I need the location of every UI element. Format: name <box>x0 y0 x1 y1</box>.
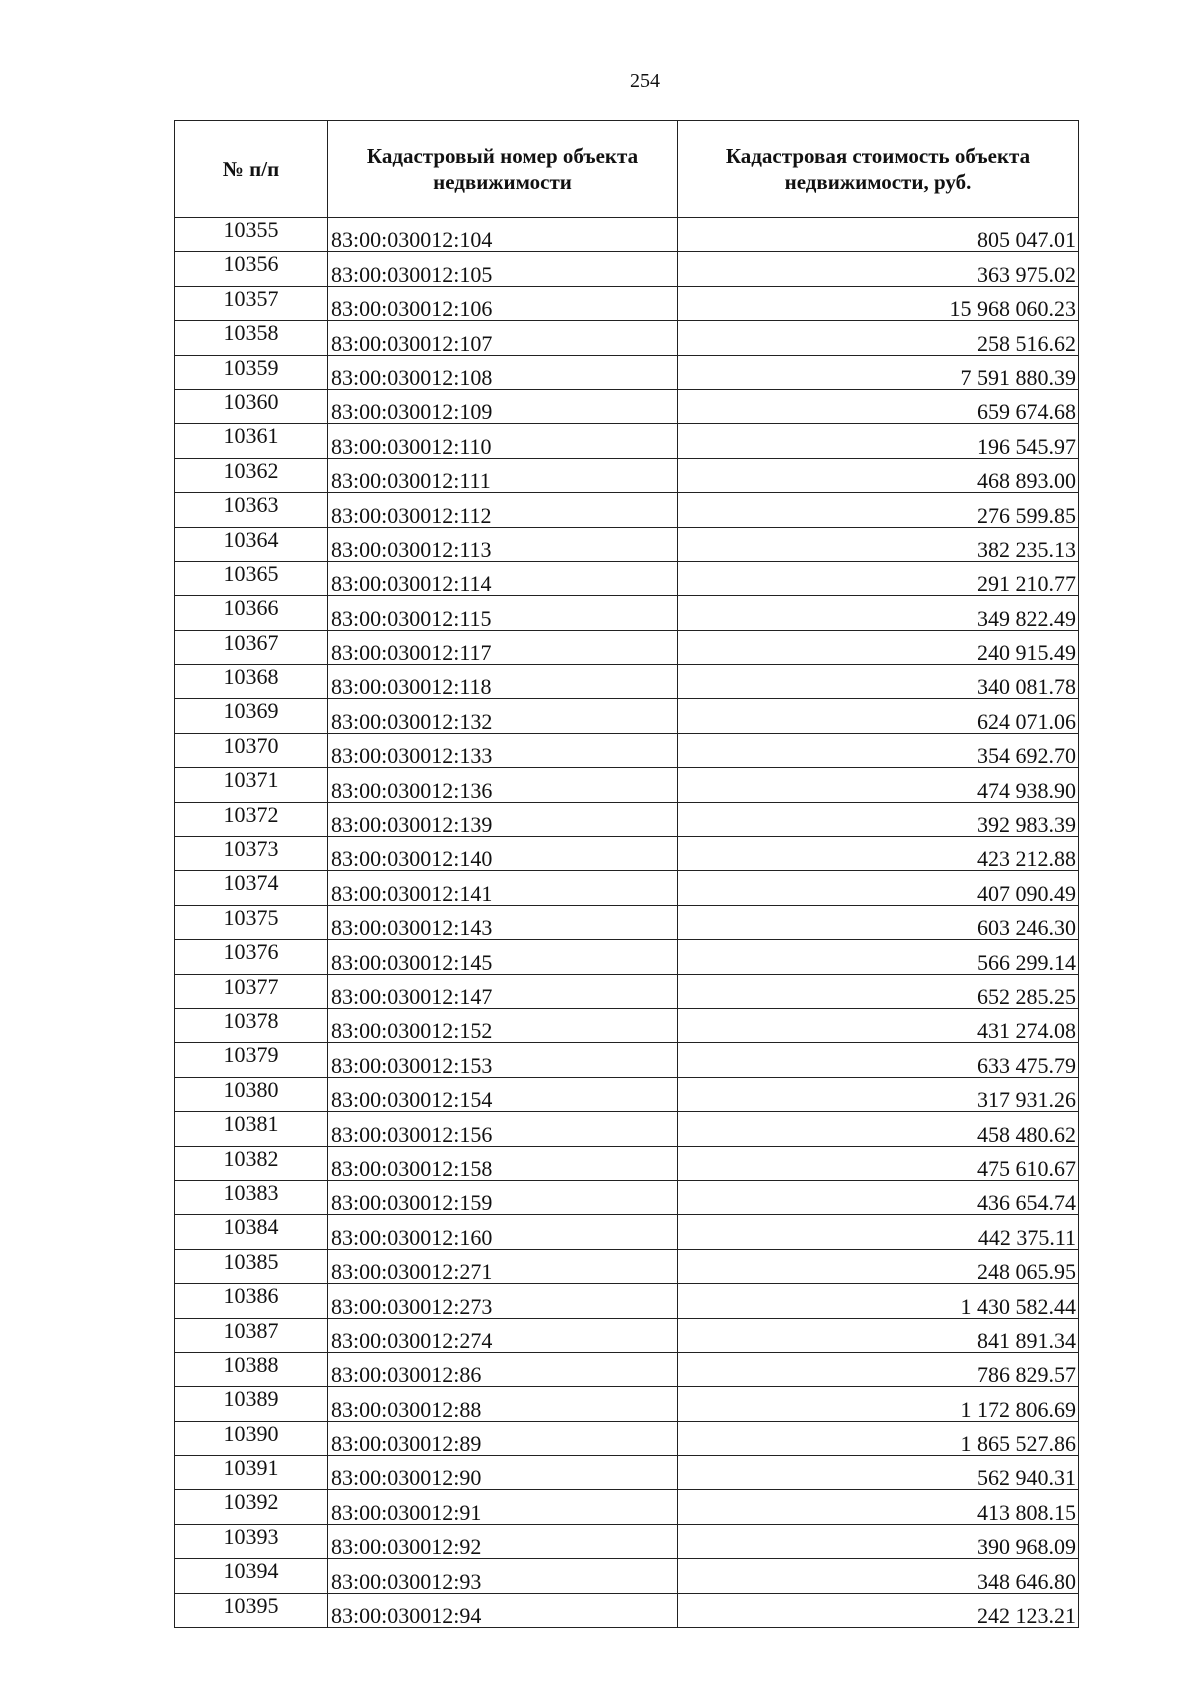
cadastral-value-cell: 354 692.70 <box>678 733 1079 767</box>
table-row <box>175 218 1079 252</box>
cadastral-value-cell: 7 591 880.39 <box>678 355 1079 389</box>
row-number-cell: 10374 <box>175 871 328 905</box>
cadastral-number-cell: 83:00:030012:273 <box>328 1284 678 1318</box>
cadastral-value-cell: 423 212.88 <box>678 837 1079 871</box>
cadastral-number-cell: 83:00:030012:147 <box>328 974 678 1008</box>
row-number-cell: 10367 <box>175 630 328 664</box>
cadastral-value-cell: 633 475.79 <box>678 1043 1079 1077</box>
cadastral-value-cell: 242 123.21 <box>678 1593 1079 1627</box>
cadastral-number-cell: 83:00:030012:112 <box>328 493 678 527</box>
row-number-cell: 10380 <box>175 1077 328 1111</box>
table-row <box>175 1043 1079 1077</box>
row-number-cell: 10391 <box>175 1456 328 1490</box>
cadastral-number-cell: 83:00:030012:143 <box>328 905 678 939</box>
cadastral-value-cell: 363 975.02 <box>678 252 1079 286</box>
cadastral-value-cell: 291 210.77 <box>678 561 1079 595</box>
cadastral-number-cell: 83:00:030012:158 <box>328 1146 678 1180</box>
row-number-cell: 10392 <box>175 1490 328 1524</box>
cadastral-value-cell: 1 430 582.44 <box>678 1284 1079 1318</box>
cadastral-number-cell: 83:00:030012:88 <box>328 1387 678 1421</box>
cadastral-value-cell: 317 931.26 <box>678 1077 1079 1111</box>
cadastral-value-cell: 248 065.95 <box>678 1249 1079 1283</box>
cadastral-value-cell: 276 599.85 <box>678 493 1079 527</box>
row-number-cell: 10361 <box>175 424 328 458</box>
cadastral-number-cell: 83:00:030012:152 <box>328 1008 678 1042</box>
cadastral-number-cell: 83:00:030012:154 <box>328 1077 678 1111</box>
row-number-cell: 10363 <box>175 493 328 527</box>
cadastral-number-cell: 83:00:030012:160 <box>328 1215 678 1249</box>
row-number-cell: 10389 <box>175 1387 328 1421</box>
table-row <box>175 389 1079 423</box>
cadastral-number-cell: 83:00:030012:90 <box>328 1456 678 1490</box>
cadastral-value-cell: 841 891.34 <box>678 1318 1079 1352</box>
row-number-cell: 10356 <box>175 252 328 286</box>
row-number-cell: 10385 <box>175 1249 328 1283</box>
table-row <box>175 1112 1079 1146</box>
table-row <box>175 1559 1079 1593</box>
table-row <box>175 1593 1079 1627</box>
cadastral-value-cell: 805 047.01 <box>678 218 1079 252</box>
table-row <box>175 1524 1079 1558</box>
row-number-cell: 10383 <box>175 1180 328 1214</box>
row-number-cell: 10382 <box>175 1146 328 1180</box>
table-row <box>175 905 1079 939</box>
cadastral-value-cell: 1 865 527.86 <box>678 1421 1079 1455</box>
row-number-cell: 10390 <box>175 1421 328 1455</box>
row-number-cell: 10378 <box>175 1008 328 1042</box>
table-row <box>175 940 1079 974</box>
cadastral-number-cell: 83:00:030012:110 <box>328 424 678 458</box>
table-row <box>175 699 1079 733</box>
cadastral-number-cell: 83:00:030012:113 <box>328 527 678 561</box>
table-row <box>175 1249 1079 1283</box>
table-row <box>175 424 1079 458</box>
cadastral-number-cell: 83:00:030012:115 <box>328 596 678 630</box>
row-number-cell: 10387 <box>175 1318 328 1352</box>
table-row <box>175 561 1079 595</box>
table-row <box>175 733 1079 767</box>
row-number-cell: 10372 <box>175 802 328 836</box>
table-row <box>175 596 1079 630</box>
table-header <box>175 121 1079 218</box>
cadastral-number-cell: 83:00:030012:92 <box>328 1524 678 1558</box>
row-number-cell: 10384 <box>175 1215 328 1249</box>
row-number-cell: 10364 <box>175 527 328 561</box>
table-row <box>175 1456 1079 1490</box>
row-number-cell: 10360 <box>175 389 328 423</box>
cadastral-value-cell: 413 808.15 <box>678 1490 1079 1524</box>
row-number-cell: 10394 <box>175 1559 328 1593</box>
cadastral-number-cell: 83:00:030012:156 <box>328 1112 678 1146</box>
header-cadastral-number: Кадастровый номер объекта недвижимости <box>328 121 678 218</box>
table-row <box>175 1352 1079 1386</box>
cadastral-number-cell: 83:00:030012:111 <box>328 458 678 492</box>
row-number-cell: 10376 <box>175 940 328 974</box>
cadastral-number-cell: 83:00:030012:139 <box>328 802 678 836</box>
cadastral-value-cell: 431 274.08 <box>678 1008 1079 1042</box>
cadastral-value-cell: 349 822.49 <box>678 596 1079 630</box>
table-row <box>175 665 1079 699</box>
row-number-cell: 10359 <box>175 355 328 389</box>
table-row <box>175 1180 1079 1214</box>
cadastral-value-cell: 624 071.06 <box>678 699 1079 733</box>
cadastral-value-cell: 340 081.78 <box>678 665 1079 699</box>
cadastral-number-cell: 83:00:030012:159 <box>328 1180 678 1214</box>
table-row <box>175 768 1079 802</box>
row-number-cell: 10357 <box>175 286 328 320</box>
cadastral-number-cell: 83:00:030012:108 <box>328 355 678 389</box>
cadastral-value-cell: 562 940.31 <box>678 1456 1079 1490</box>
row-number-cell: 10381 <box>175 1112 328 1146</box>
table-row <box>175 802 1079 836</box>
table-row <box>175 1284 1079 1318</box>
row-number-cell: 10355 <box>175 218 328 252</box>
cadastral-value-cell: 196 545.97 <box>678 424 1079 458</box>
table-row <box>175 1077 1079 1111</box>
table-row <box>175 1215 1079 1249</box>
cadastral-value-cell: 786 829.57 <box>678 1352 1079 1386</box>
cadastral-number-cell: 83:00:030012:94 <box>328 1593 678 1627</box>
cadastral-number-cell: 83:00:030012:86 <box>328 1352 678 1386</box>
table-row <box>175 871 1079 905</box>
cadastral-number-cell: 83:00:030012:140 <box>328 837 678 871</box>
table-row <box>175 630 1079 664</box>
cadastral-value-cell: 652 285.25 <box>678 974 1079 1008</box>
row-number-cell: 10369 <box>175 699 328 733</box>
cadastral-value-cell: 474 938.90 <box>678 768 1079 802</box>
table-row <box>175 252 1079 286</box>
cadastral-value-cell: 392 983.39 <box>678 802 1079 836</box>
table-row <box>175 458 1079 492</box>
table-row <box>175 1387 1079 1421</box>
cadastral-number-cell: 83:00:030012:133 <box>328 733 678 767</box>
cadastral-number-cell: 83:00:030012:106 <box>328 286 678 320</box>
cadastral-number-cell: 83:00:030012:136 <box>328 768 678 802</box>
header-cadastral-value: Кадастровая стоимость объекта недвижимости, руб. <box>678 121 1079 218</box>
row-number-cell: 10370 <box>175 733 328 767</box>
table-row <box>175 1146 1079 1180</box>
cadastral-value-cell: 442 375.11 <box>678 1215 1079 1249</box>
cadastral-number-cell: 83:00:030012:153 <box>328 1043 678 1077</box>
row-number-cell: 10365 <box>175 561 328 595</box>
table-row <box>175 1421 1079 1455</box>
cadastral-number-cell: 83:00:030012:132 <box>328 699 678 733</box>
row-number-cell: 10395 <box>175 1593 328 1627</box>
row-number-cell: 10366 <box>175 596 328 630</box>
cadastral-number-cell: 83:00:030012:91 <box>328 1490 678 1524</box>
cadastral-value-cell: 258 516.62 <box>678 321 1079 355</box>
row-number-cell: 10368 <box>175 665 328 699</box>
cadastral-value-table <box>174 120 1079 1628</box>
cadastral-number-cell: 83:00:030012:104 <box>328 218 678 252</box>
cadastral-number-cell: 83:00:030012:145 <box>328 940 678 974</box>
cadastral-value-cell: 382 235.13 <box>678 527 1079 561</box>
cadastral-value-cell: 390 968.09 <box>678 1524 1079 1558</box>
cadastral-number-cell: 83:00:030012:118 <box>328 665 678 699</box>
row-number-cell: 10379 <box>175 1043 328 1077</box>
table-row <box>175 355 1079 389</box>
cadastral-value-cell: 407 090.49 <box>678 871 1079 905</box>
cadastral-value-cell: 348 646.80 <box>678 1559 1079 1593</box>
row-number-cell: 10373 <box>175 837 328 871</box>
row-number-cell: 10371 <box>175 768 328 802</box>
table-row <box>175 527 1079 561</box>
table-row <box>175 1318 1079 1352</box>
table-row <box>175 1490 1079 1524</box>
cadastral-number-cell: 83:00:030012:114 <box>328 561 678 595</box>
header-row-number: № п/п <box>175 121 328 218</box>
table-body <box>175 218 1079 1628</box>
cadastral-value-cell: 603 246.30 <box>678 905 1079 939</box>
cadastral-value-cell: 1 172 806.69 <box>678 1387 1079 1421</box>
row-number-cell: 10388 <box>175 1352 328 1386</box>
cadastral-number-cell: 83:00:030012:141 <box>328 871 678 905</box>
page-number: 254 <box>630 70 660 92</box>
table-row <box>175 974 1079 1008</box>
cadastral-number-cell: 83:00:030012:89 <box>328 1421 678 1455</box>
cadastral-value-cell: 659 674.68 <box>678 389 1079 423</box>
table-row <box>175 286 1079 320</box>
row-number-cell: 10386 <box>175 1284 328 1318</box>
table-row <box>175 837 1079 871</box>
cadastral-value-cell: 15 968 060.23 <box>678 286 1079 320</box>
header-row <box>175 121 1079 218</box>
cadastral-number-cell: 83:00:030012:107 <box>328 321 678 355</box>
cadastral-value-cell: 468 893.00 <box>678 458 1079 492</box>
cadastral-number-cell: 83:00:030012:93 <box>328 1559 678 1593</box>
cadastral-number-cell: 83:00:030012:105 <box>328 252 678 286</box>
table-row <box>175 1008 1079 1042</box>
row-number-cell: 10393 <box>175 1524 328 1558</box>
cadastral-number-cell: 83:00:030012:117 <box>328 630 678 664</box>
cadastral-value-cell: 436 654.74 <box>678 1180 1079 1214</box>
row-number-cell: 10362 <box>175 458 328 492</box>
cadastral-value-cell: 458 480.62 <box>678 1112 1079 1146</box>
row-number-cell: 10358 <box>175 321 328 355</box>
row-number-cell: 10375 <box>175 905 328 939</box>
cadastral-value-cell: 566 299.14 <box>678 940 1079 974</box>
cadastral-value-cell: 475 610.67 <box>678 1146 1079 1180</box>
cadastral-number-cell: 83:00:030012:274 <box>328 1318 678 1352</box>
cadastral-number-cell: 83:00:030012:109 <box>328 389 678 423</box>
cadastral-number-cell: 83:00:030012:271 <box>328 1249 678 1283</box>
row-number-cell: 10377 <box>175 974 328 1008</box>
table-row <box>175 493 1079 527</box>
table-row <box>175 321 1079 355</box>
cadastral-value-cell: 240 915.49 <box>678 630 1079 664</box>
